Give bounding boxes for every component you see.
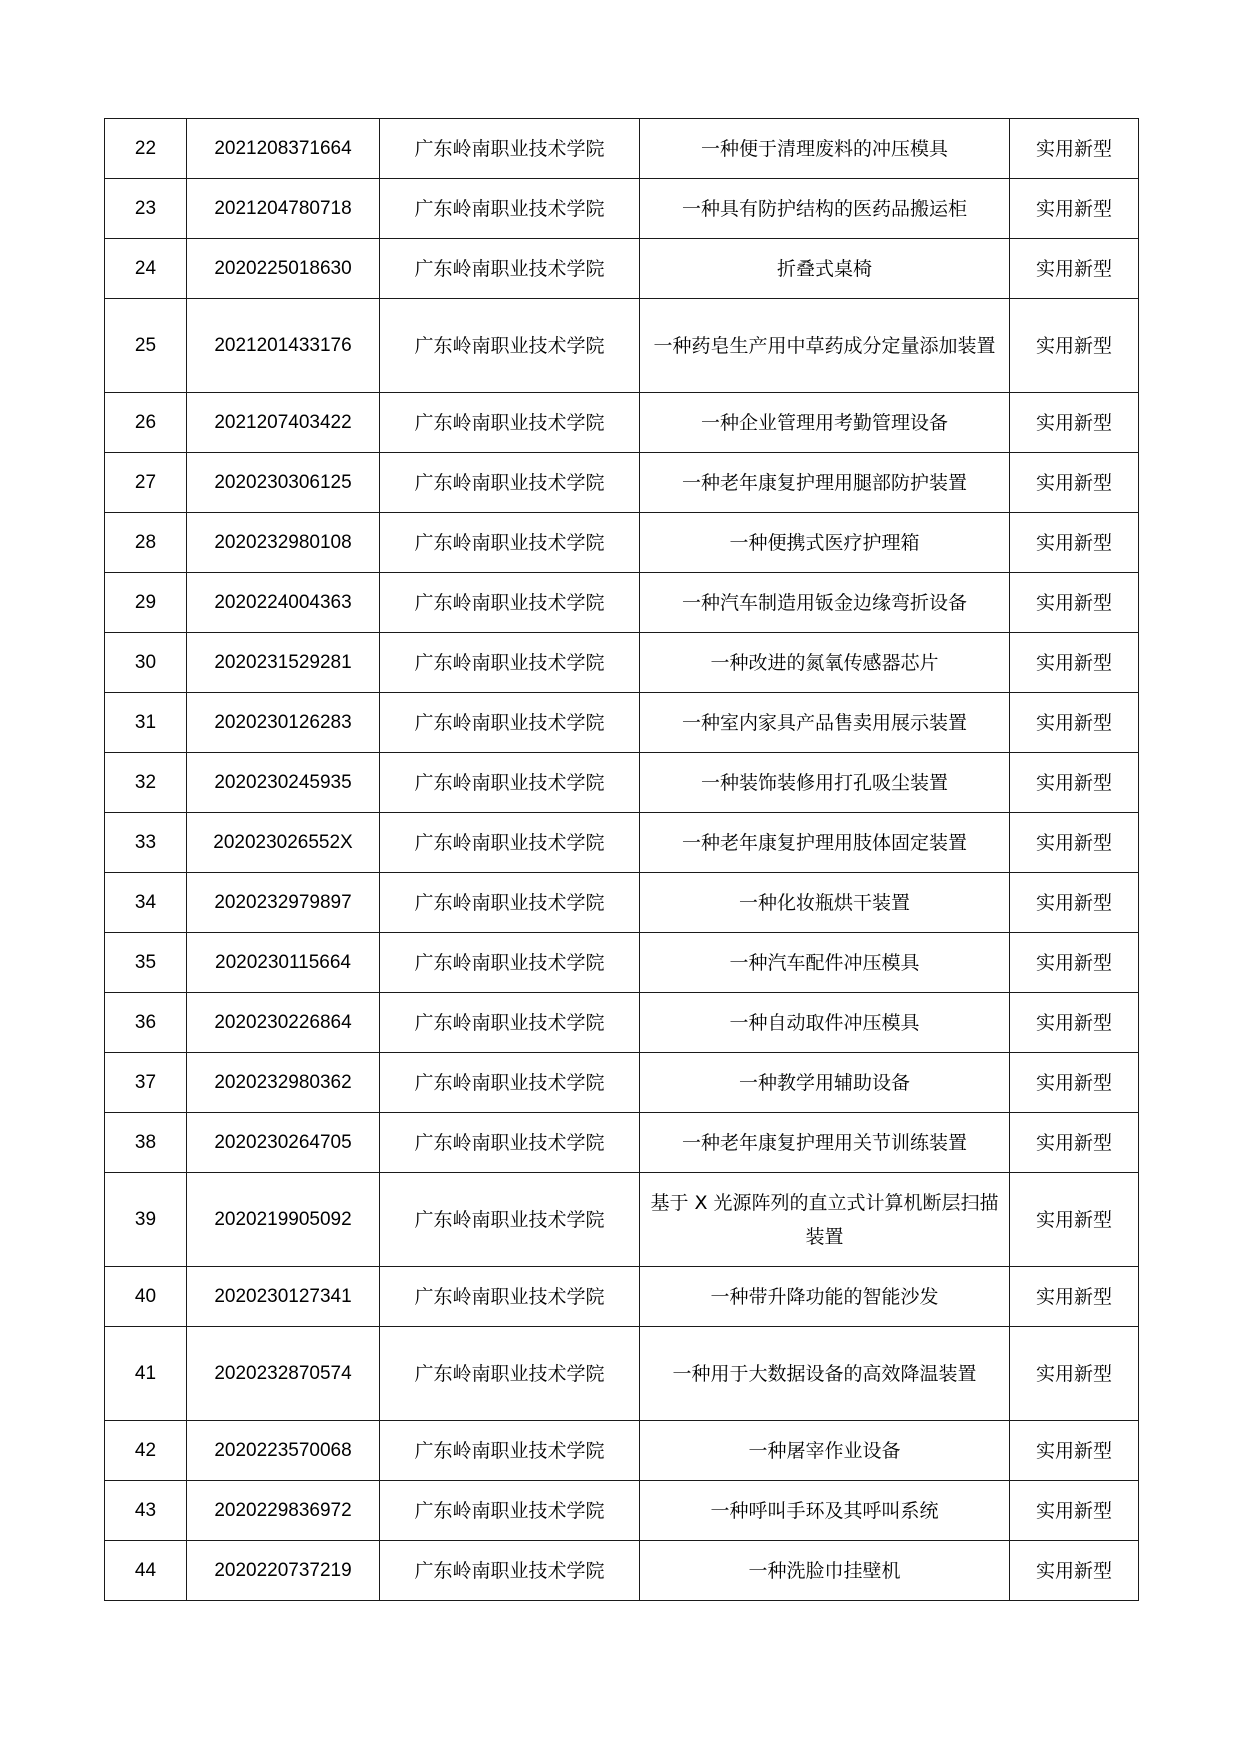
patent-type: 实用新型 (1010, 1481, 1139, 1541)
table-row (105, 573, 1139, 633)
row-number: 39 (105, 1173, 187, 1267)
application-number: 202023026552X (187, 813, 380, 873)
patent-title: 一种老年康复护理用腿部防护装置 (640, 453, 1010, 513)
patent-title: 一种便于清理废料的冲压模具 (640, 119, 1010, 179)
table-row (105, 633, 1139, 693)
row-number: 40 (105, 1267, 187, 1327)
patent-title: 一种带升降功能的智能沙发 (640, 1267, 1010, 1327)
application-number: 2020220737219 (187, 1541, 380, 1601)
patent-title: 基于 X 光源阵列的直立式计算机断层扫描装置 (640, 1173, 1010, 1267)
applicant: 广东岭南职业技术学院 (380, 179, 640, 239)
table-row (105, 753, 1139, 813)
applicant: 广东岭南职业技术学院 (380, 1481, 640, 1541)
patent-title: 折叠式桌椅 (640, 239, 1010, 299)
row-number: 25 (105, 299, 187, 393)
patent-title: 一种洗脸巾挂壁机 (640, 1541, 1010, 1601)
table-row (105, 1173, 1139, 1267)
table-row (105, 179, 1139, 239)
table-row (105, 993, 1139, 1053)
table-row (105, 693, 1139, 753)
patent-type: 实用新型 (1010, 1541, 1139, 1601)
application-number: 2020224004363 (187, 573, 380, 633)
application-number: 2020230126283 (187, 693, 380, 753)
patent-type: 实用新型 (1010, 753, 1139, 813)
patent-type: 实用新型 (1010, 993, 1139, 1053)
row-number: 36 (105, 993, 187, 1053)
application-number: 2020232979897 (187, 873, 380, 933)
table-row (105, 813, 1139, 873)
applicant: 广东岭南职业技术学院 (380, 1267, 640, 1327)
row-number: 29 (105, 573, 187, 633)
application-number: 2020225018630 (187, 239, 380, 299)
application-number: 2020232870574 (187, 1327, 380, 1421)
applicant: 广东岭南职业技术学院 (380, 873, 640, 933)
patent-table-body (105, 119, 1139, 1601)
row-number: 35 (105, 933, 187, 993)
patent-title: 一种用于大数据设备的高效降温装置 (640, 1327, 1010, 1421)
patent-type: 实用新型 (1010, 299, 1139, 393)
applicant: 广东岭南职业技术学院 (380, 393, 640, 453)
row-number: 26 (105, 393, 187, 453)
table-row (105, 453, 1139, 513)
applicant: 广东岭南职业技术学院 (380, 513, 640, 573)
application-number: 2020231529281 (187, 633, 380, 693)
table-row (105, 1053, 1139, 1113)
row-number: 37 (105, 1053, 187, 1113)
applicant: 广东岭南职业技术学院 (380, 1541, 640, 1601)
row-number: 41 (105, 1327, 187, 1421)
table-row (105, 1541, 1139, 1601)
application-number: 2020232980362 (187, 1053, 380, 1113)
applicant: 广东岭南职业技术学院 (380, 453, 640, 513)
row-number: 31 (105, 693, 187, 753)
patent-type: 实用新型 (1010, 239, 1139, 299)
row-number: 42 (105, 1421, 187, 1481)
application-number: 2020230115664 (187, 933, 380, 993)
applicant: 广东岭南职业技术学院 (380, 573, 640, 633)
row-number: 22 (105, 119, 187, 179)
applicant: 广东岭南职业技术学院 (380, 299, 640, 393)
table-row (105, 299, 1139, 393)
row-number: 27 (105, 453, 187, 513)
application-number: 2020223570068 (187, 1421, 380, 1481)
patent-type: 实用新型 (1010, 873, 1139, 933)
applicant: 广东岭南职业技术学院 (380, 993, 640, 1053)
patent-title: 一种教学用辅助设备 (640, 1053, 1010, 1113)
application-number: 2021208371664 (187, 119, 380, 179)
application-number: 2021207403422 (187, 393, 380, 453)
application-number: 2020229836972 (187, 1481, 380, 1541)
row-number: 38 (105, 1113, 187, 1173)
patent-title: 一种便携式医疗护理箱 (640, 513, 1010, 573)
patent-title: 一种具有防护结构的医药品搬运柜 (640, 179, 1010, 239)
table-row (105, 513, 1139, 573)
patent-table (104, 118, 1139, 1601)
patent-type: 实用新型 (1010, 513, 1139, 573)
patent-title: 一种装饰装修用打孔吸尘装置 (640, 753, 1010, 813)
table-row (105, 933, 1139, 993)
patent-type: 实用新型 (1010, 633, 1139, 693)
applicant: 广东岭南职业技术学院 (380, 119, 640, 179)
patent-title: 一种老年康复护理用关节训练装置 (640, 1113, 1010, 1173)
applicant: 广东岭南职业技术学院 (380, 693, 640, 753)
patent-title: 一种呼叫手环及其呼叫系统 (640, 1481, 1010, 1541)
patent-type: 实用新型 (1010, 119, 1139, 179)
applicant: 广东岭南职业技术学院 (380, 1173, 640, 1267)
applicant: 广东岭南职业技术学院 (380, 933, 640, 993)
patent-title: 一种老年康复护理用肢体固定装置 (640, 813, 1010, 873)
row-number: 33 (105, 813, 187, 873)
applicant: 广东岭南职业技术学院 (380, 1113, 640, 1173)
patent-type: 实用新型 (1010, 933, 1139, 993)
table-row (105, 1113, 1139, 1173)
patent-type: 实用新型 (1010, 573, 1139, 633)
patent-type: 实用新型 (1010, 1327, 1139, 1421)
patent-type: 实用新型 (1010, 813, 1139, 873)
table-row (105, 1481, 1139, 1541)
table-row (105, 1267, 1139, 1327)
patent-title: 一种自动取件冲压模具 (640, 993, 1010, 1053)
patent-type: 实用新型 (1010, 1421, 1139, 1481)
patent-title: 一种汽车配件冲压模具 (640, 933, 1010, 993)
application-number: 2020230127341 (187, 1267, 380, 1327)
row-number: 23 (105, 179, 187, 239)
application-number: 2020232980108 (187, 513, 380, 573)
row-number: 32 (105, 753, 187, 813)
patent-type: 实用新型 (1010, 1053, 1139, 1113)
application-number: 2021204780718 (187, 179, 380, 239)
row-number: 30 (105, 633, 187, 693)
table-row (105, 873, 1139, 933)
table-row (105, 1327, 1139, 1421)
row-number: 34 (105, 873, 187, 933)
application-number: 2020230245935 (187, 753, 380, 813)
patent-type: 实用新型 (1010, 1267, 1139, 1327)
patent-title: 一种企业管理用考勤管理设备 (640, 393, 1010, 453)
row-number: 43 (105, 1481, 187, 1541)
row-number: 24 (105, 239, 187, 299)
patent-title: 一种化妆瓶烘干装置 (640, 873, 1010, 933)
patent-title: 一种汽车制造用钣金边缘弯折设备 (640, 573, 1010, 633)
row-number: 44 (105, 1541, 187, 1601)
patent-title: 一种屠宰作业设备 (640, 1421, 1010, 1481)
patent-type: 实用新型 (1010, 1113, 1139, 1173)
table-row (105, 393, 1139, 453)
patent-title: 一种药皂生产用中草药成分定量添加装置 (640, 299, 1010, 393)
row-number: 28 (105, 513, 187, 573)
patent-title: 一种改进的氮氧传感器芯片 (640, 633, 1010, 693)
patent-title: 一种室内家具产品售卖用展示装置 (640, 693, 1010, 753)
table-row (105, 239, 1139, 299)
patent-type: 实用新型 (1010, 393, 1139, 453)
application-number: 2020230264705 (187, 1113, 380, 1173)
applicant: 广东岭南职业技术学院 (380, 239, 640, 299)
patent-type: 实用新型 (1010, 693, 1139, 753)
application-number: 2020230226864 (187, 993, 380, 1053)
applicant: 广东岭南职业技术学院 (380, 1053, 640, 1113)
application-number: 2021201433176 (187, 299, 380, 393)
patent-type: 实用新型 (1010, 1173, 1139, 1267)
table-row (105, 1421, 1139, 1481)
patent-type: 实用新型 (1010, 179, 1139, 239)
applicant: 广东岭南职业技术学院 (380, 633, 640, 693)
applicant: 广东岭南职业技术学院 (380, 1327, 640, 1421)
application-number: 2020230306125 (187, 453, 380, 513)
applicant: 广东岭南职业技术学院 (380, 1421, 640, 1481)
applicant: 广东岭南职业技术学院 (380, 813, 640, 873)
application-number: 2020219905092 (187, 1173, 380, 1267)
patent-type: 实用新型 (1010, 453, 1139, 513)
applicant: 广东岭南职业技术学院 (380, 753, 640, 813)
table-row (105, 119, 1139, 179)
